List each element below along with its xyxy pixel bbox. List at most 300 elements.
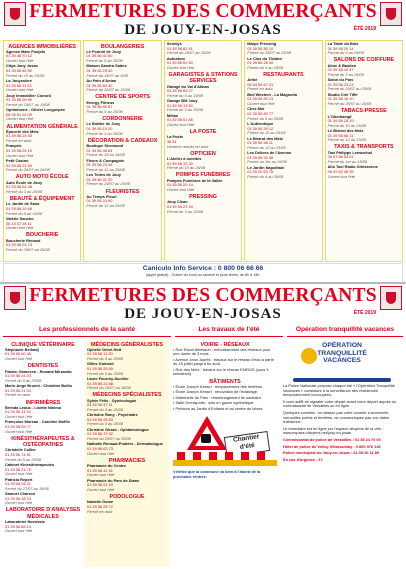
list-item [247,122,319,136]
entry-name: Le Clos du Théâtre [247,55,283,61]
entry-hours: Ouvert tout l'été [87,472,115,478]
health-column-2 [85,339,169,567]
entry-hours: Fermé du 5 au 25/08 [87,356,124,362]
entry-phone: 01 39 56 92 06 [247,154,274,160]
entry-phone: 01 39 56 47 11 [87,402,113,408]
entry-phone: 01 39 56 23 40 [86,68,113,74]
list-item [86,144,158,158]
entry-phone: 01 39 56 00 50 [166,60,193,66]
entry-name: Pompes Funèbres de la Vallée [166,177,223,183]
entry-hours: Fermé du 5 au 25/08 [87,370,124,376]
entry-phone: 01 39 56 24 90 [86,198,113,204]
entry-phone: 01 39 56 20 14 [327,45,354,51]
works-item: • Rue Raoul Albesson : enfouissement des réseaux pour une durée de 3 mois. [173,346,271,357]
entry-hours: Fermé du 29/07 au 26/08 [6,167,50,173]
entry-name: Pharmacie du Centre [87,463,126,469]
town-crest-icon [380,286,402,310]
entry-phone: 01 39 56 24 73 [6,242,32,248]
list-item [328,93,400,107]
entry-phone: 01 39 56 04 21 [5,481,31,487]
entry-hours: Horaires réduits en août [166,143,209,149]
entry-hours: Fermé du 29/07 au 25/08 [247,50,291,56]
entry-hours: Fermé du 1er au 26/08 [247,159,287,165]
entry-name: Le Bistrot des Metz [327,128,364,134]
list-item [87,464,167,478]
entry-name: Cabinet Kinésithérapeutes [5,461,55,467]
entry-hours: Ouvert tout l'été [166,186,195,192]
list-item [167,179,239,193]
entry-phone: 01 39 56 68 11 [327,132,354,138]
section-headers [3,325,403,337]
section-title: LA POSTE [189,129,217,136]
entry-phone: 01 39 56 50 13 [247,96,274,102]
entry-name: La Jouyssière [6,78,32,84]
poster-header [0,0,406,40]
entry-hours: Ouvert tout l'été [166,64,195,70]
section-title: OPTICIEN [190,150,216,157]
entry-phone: 01 39 56 28 24 [5,495,31,501]
list-item [167,200,239,214]
edition-label: ÉTÉ 2019 [353,26,376,32]
entry-phone: 01 39 56 51 29 [87,482,113,488]
entry-phone: 01 39 56 80 87 [86,104,113,110]
entry-hours: Fermé du 15/07 au 5/08 [86,72,128,78]
entry-phone: 01 39 56 60 45 [5,351,31,357]
otv-paragraph: La Police Nationale propose chaque été « l'Opération Tranquillité Vacances » consistant à la surveillance des résidences temporairement inoccupées. [283,383,395,398]
entry-hours: Ouvert tout l'été [5,500,33,506]
section-title: BEAUTÉ & ÉQUIPEMENT [9,196,75,203]
entry-name: Citya Jouy Josas [6,63,38,69]
entry-name: L'Oberkampf [327,113,352,119]
entry-phone: 01 39 56 84 30 [86,82,113,88]
entry-phone: 01 39 56 09 77 [5,423,31,429]
entry-hours: Fermé en août [247,86,273,92]
entry-hours: Ouvert tout l'été [6,87,34,93]
section-title: TABACS-PRESSE [340,108,387,115]
contact-versailles: Commissariat de police de Versailles : 01 39 24 70 00 [283,436,381,442]
section-title: ALIMENTATION GÉNÉRALE [6,123,78,130]
section-title: PODOLOGUE [109,494,145,501]
entry-hours: Fermé du 3 au 26/08 [86,130,123,136]
entry-name: Agence Marc Foujols [6,48,46,54]
otv-paragraphs [283,384,401,436]
section-title: INFIRMIÈRES [25,399,61,406]
entry-hours: Fermé du 5 au 26/08 [327,50,364,56]
emergency-number: En cas d'urgence : 17 [283,456,323,462]
entry-hours: Ouvert tout l'été [327,173,355,179]
entry-hours: Fermé du 5 au 25/08 [247,64,284,70]
entry-phone: 01 39 56 25 63 [87,416,113,422]
list-item [328,115,400,129]
entry-hours: Fermé du 5 au 19/08 [166,92,203,98]
entry-hours: Fermé du 5 au 24/08 [6,210,43,216]
entry-name: Marpe Pressing [247,41,277,46]
entry-phone: 01 39 56 21 50 [6,162,32,168]
list-item [247,78,319,92]
entry-hours: Fermé du 29/07 au 25/08 [6,246,50,252]
entry-phone: 36 31 [166,138,177,144]
otv-header: Opération tranquillité vacances [287,325,403,337]
town-crest-icon [4,2,26,26]
commerce-column-4 [244,40,322,262]
list-item [5,478,81,492]
entry-hours: Fermé du 3 au 25/08 [87,406,124,412]
entry-name: Les Délices de l'Avenue [247,150,292,156]
entry-phone: 01 39 56 16 10 [327,96,354,102]
works-item: • École Joseph Kessel : rénovation de l'éclairage. [173,389,258,395]
poster-commerces [0,0,406,282]
section-title: DÉCORATION & CADEAUX [87,137,158,144]
list-item [6,181,78,195]
entry-hours: Fermé du 4 au 26/08 [247,173,284,179]
entry-phone: 01 39 56 46 64 [86,147,113,153]
list-item [328,64,400,78]
list-item [167,135,239,149]
entry-phone: 01 39 46 70 12 [6,53,32,59]
entry-name: Sylvie Félix - Gynécologue [87,397,137,403]
sun-icon [301,348,317,364]
entry-name: Brenda Leduc - Lisette Nimmo [5,404,62,410]
entry-name: Bed Western - La Magnolia [247,91,297,97]
section-title: CENTRE DE SPORTS [95,94,151,101]
list-item [6,217,78,231]
entry-hours: Fermé du 12 au 23/08 [247,144,286,150]
entry-hours: Ouvert tout l'été [87,486,115,492]
list-item [86,64,158,78]
entry-hours: Fermé du 5 au 25/08 [5,377,42,383]
section-title: PHARMACIES [108,457,146,464]
entry-hours: Fermé du 26/07 au 26/08 [327,101,372,107]
canicule-title: Caniculo Info Service : 0 800 06 66 66 [142,265,264,272]
section-title: RESTAURANTS [263,71,304,78]
entry-phone: 01 39 56 10 30 [166,160,193,166]
list-item [5,492,81,506]
entry-hours: Fermé du 3 au 26/08 [6,188,43,194]
poster-subtitle: DE JOUY-EN-JOSAS [124,22,282,38]
section-title: PRESSING [189,194,217,201]
entry-phone: 01 39 56 11 22 [6,82,32,88]
section-title: CLINIQUE VÉTÉRINAIRE [11,341,75,348]
entry-hours: Fermé en août [87,508,113,514]
entry-hours: Fermé en août [6,138,32,144]
entry-name: Marie-Ange Brunet - Christine Bullin [5,383,73,389]
list-item [86,50,158,64]
entry-hours: Fermé du 29/07 au 25/08 [166,50,211,56]
entry-hours: Fermé du 26/07 au 26/08 [86,87,131,93]
list-item [247,151,319,165]
list-item [87,399,167,413]
entry-name: Chez Moi [247,106,265,112]
entry-hours: Fermé du 27/07 au 19/08 [5,485,49,491]
entry-phone: 01 39 56 82 77 [247,111,274,116]
entry-name: Maison Sandra Sabes [86,63,127,69]
list-item [86,79,158,93]
entry-hours: Ouvert tout l'été [166,121,195,127]
commerce-column-3 [164,40,242,262]
list-item [5,384,81,398]
entry-name: La Table du Bois [327,41,359,46]
entry-phone: 01 39 56 28 40 [247,60,274,66]
entry-name: Studio Ciré Tiffe [327,91,358,97]
entry-name: Les Toiles de Jouy [86,172,121,178]
section-title: AUTO MOTO ÉCOLE [15,174,69,181]
entry-name: Métao [166,112,179,118]
list-item [5,348,81,362]
entry-name: Salon du Parc [327,77,354,83]
entry-hours: Fermé du 10 au 25/08 [247,130,286,136]
list-item [86,195,158,209]
entry-name: Le Bistrot des Metz [247,135,283,141]
town-crest-icon [4,286,26,310]
section-title: POMPES FUNÈBRES [175,172,231,179]
entry-name: Christine Rony - Psychiatre [87,412,138,418]
entry-phone: 01 39 56 11 24 [5,409,31,415]
works-item: • Rue des Metz : travaux sur le réseau ENEDIS (sous 3 semaines). [173,366,269,377]
list-item [5,448,81,462]
section-title: MÉDECINS GÉNÉRALISTES [91,341,163,348]
entry-phone: 06 09 62 46 39 [327,168,354,174]
works-item: • Avenue Jean Jaurès : travaux sur le réseau d'eau à partir du 15 juillet jusqu'à fin août. [173,356,274,367]
section-title: DENTISTES [27,363,59,370]
entry-name: Jouy Immobilier Conseil [6,92,51,98]
entry-name: Arthé [247,77,258,83]
list-item [5,520,81,534]
entry-hours: Ouvert tout l'été [6,116,34,122]
entry-phone: 01 39 56 26 72 [87,503,113,509]
entry-name: Aline & Bastien [327,62,357,68]
list-item [247,166,319,180]
entry-phone: 01 39 56 25 65 [87,366,113,372]
list-item [87,500,167,514]
commerce-columns [3,40,403,262]
entry-hours: Fermé du 29/07 au 25/08 [327,86,372,92]
entry-hours: Ouvert tout l'été [6,152,34,158]
poster-sante [0,284,406,569]
entry-hours: Fermé du 3 au 25/08 [166,107,203,113]
entry-hours: Ouvert tout l'été [5,428,33,434]
list-item [6,159,78,173]
entry-name: Allo Taxi Radio Orbissenne [327,164,378,170]
works-item: • École Joseph Kessel : remplacement des fenêtres. [173,383,264,389]
entry-phone: 06 95 51 24 05 [6,111,32,117]
entry-name: Christine Girard - Ophtalmologue [87,426,149,432]
section-title: BOULANGERIES [100,43,145,50]
list-item [87,442,167,456]
section-title: FLEURISTES [105,188,140,195]
works-list [173,342,277,412]
entry-name: Garage du Val d'Albian [166,83,210,89]
entry-name: Auto École de Jouy [6,179,43,185]
entry-hours: Ouvert tout l'été [247,101,275,107]
section-title: TAXIS & TRANSPORTS [334,144,394,151]
entry-name: Petit Casino [6,158,29,164]
entry-phone: 01 39 56 68 11 [247,140,273,146]
entry-name: Isabelle Dome [87,499,114,505]
list-item [6,239,78,253]
entry-phone: 01 39 46 21 20 [86,176,113,182]
list-item [247,93,319,107]
list-item [6,50,78,64]
entry-name: Fabien Gamesen - Roxana Mirzanda [5,368,72,374]
roadworks-illustration [173,414,277,470]
works-footer: Vérifiez que la commune va bien à l'abord de la prochaine rentrée. [173,469,261,479]
contact-municipale: Police municipale de Jouy-en-Josas : 01 39 20 11 89 [283,450,380,456]
entry-name: Valérie Sancho [6,215,34,221]
entry-phone: 01 39 56 24 05 [6,133,32,139]
list-item [328,129,400,143]
entry-phone: 01 39 56 10 68 [6,205,32,211]
entry-phone: 01 39 56 42 51 [87,467,113,473]
list-item [328,42,400,56]
section-title: VOIRIE - RÉSEAUX [200,341,250,348]
entry-phone: 06 64 59 67 41 [247,81,274,87]
entry-hours: Ouvert tout l'été [6,225,34,231]
list-item [86,101,158,115]
entry-phone: 06 07 66 53 01 [327,154,354,160]
section-title: BOUCHERIE [26,232,59,239]
list-item [87,428,167,442]
entry-phone: 01 39 56 23 34 [166,203,193,209]
entry-hours: Fermé du 5 au 25/08 [86,58,123,64]
list-item [87,362,167,376]
list-item [86,159,158,173]
entry-hours: Ouvert tout l'été [5,356,33,362]
poster-title: FERMETURES DES COMMERÇANTS [29,1,377,22]
worker-icon [201,434,211,443]
entry-phone: 01 39 56 11 20 [87,351,113,357]
entry-phone: 01 39 56 63 73 [87,446,113,452]
entry-name: Fleurs & Compagnie [86,157,125,163]
list-item [6,144,78,158]
commerce-column-5 [325,40,403,262]
entry-name: Pharmacie du Parc de Diane [87,477,140,483]
entry-phone: 01 39 56 23 24 [327,81,354,87]
entry-hours: Fermé du 3 au 26/08 [327,71,364,77]
entry-name: Gilles Guinard [87,361,114,367]
entry-name: Le Jardin Napolitain [247,164,285,170]
list-item [87,413,167,427]
entry-hours: Fermé en août [5,392,31,398]
entry-hours: Ouvert tout l'été [5,528,33,534]
entry-phone: 01 39 56 09 99 [6,97,32,103]
health-column-1 [3,339,83,567]
entry-hours: Ouvert tout l'été [5,471,33,477]
entry-name: Patricia Repert [5,476,33,482]
works-header: Les travaux de l'été [175,325,283,337]
list-item [6,130,78,144]
list-item [87,479,167,493]
list-item [167,99,239,113]
entry-name: L'Atelier à lunettes [166,156,202,162]
entry-phone: 01 39 56 80 10 [247,45,274,51]
entry-phone: 01 39 56 60 41 [166,45,193,51]
list-item [5,406,81,420]
entry-hours: Fermé du 29/07 au 18/08 [87,385,131,391]
entry-name: Jouy Clean [166,199,188,205]
entry-name: Au Pain d'Antan [86,78,117,84]
entry-name: Françoise Moreau - Caroline Moffix [5,419,70,425]
entry-phone: 01 39 56 21 03 [5,387,31,393]
entry-hours: Fermé du 12 au 25/08 [86,166,125,172]
poster-header [0,284,406,324]
section-title: LABORATOIRE D'ANALYSES MÉDICALES [5,507,81,520]
entry-phone: 01 39 56 21 75 [5,466,31,472]
works-item: • Salle Omnisports : sols en gazon synthétique. [173,400,255,406]
entry-phone: 01 39 56 13 50 [166,102,193,108]
health-header: Les professionnels de la santé [3,325,171,337]
works-item: • Maternelle du Parc : réaménagement du sanitaire. [173,394,262,400]
entry-phone: 01 39 56 01 85 [166,117,193,123]
edition-label: ÉTÉ 2019 [353,310,376,316]
chantier-sign: Chantier d'été [224,431,270,457]
otv-banner: OPÉRATION TRANQUILLITÉ VACANCES [283,342,401,384]
list-item [247,42,319,56]
list-item [6,202,78,216]
entry-phone: 01 39 56 69 27 [166,88,193,94]
entry-name: Nathalie Renaud-Pradère - Dermatologue [87,441,163,447]
list-item [6,94,78,108]
entry-name: Boutique Sherwood [86,143,124,149]
section-title: GARAGISTES & STATIONS SERVICES [168,71,238,85]
entry-name: Stéphanie Belhadj [5,346,39,352]
barrier-icon [177,452,273,460]
list-item [86,122,158,136]
section-title: MÉDECINS SPÉCIALISTES [92,392,162,399]
list-item [87,377,167,391]
entry-hours: Fermé du 29/07 au 25/08 [86,181,131,187]
entry-name: Franprix [6,143,22,149]
entry-hours: Fermé du 10 au 26/08 [327,122,366,128]
entry-phone: 01 39 56 10 20 [86,125,113,131]
entry-phone: 01 39 56 74 81 [5,451,31,457]
entry-name: Garage BM Jouy [166,98,198,104]
entry-phone: 01 39 56 21 88 [87,380,113,386]
section-title: KINÉSITHÉRAPEUTES & OSTÉOPATHES [11,435,75,449]
entry-phone: 01 39 56 79 32 [87,431,113,437]
otv-column [281,339,403,567]
entry-phone: 01 39 56 25 19 [6,148,32,154]
list-item [247,137,319,151]
list-item [167,114,239,128]
entry-phone: 01 39 56 88 14 [5,523,31,529]
entry-phone: 01 39 56 45 50 [6,68,32,74]
contact-velizy: Hôtel de police de Vélizy-Villacoublay : 0 800 076 146 [283,443,381,449]
entry-name: L'Authentique [247,120,274,126]
entry-hours: Ouvert tout l'été [6,58,34,64]
list-item [328,78,400,92]
entry-hours: Fermé du 10 au 25/08 [6,72,45,78]
entry-phone: 01 39 56 28 19 [327,118,354,124]
entry-hours: Fermé du 3 au 26/08 [166,208,203,214]
entry-phone: 01 39 56 40 47 [327,67,354,73]
entry-name: Boucherie Renaud [6,237,41,243]
list-item [328,151,400,165]
entry-name: Laure Fourrey-Suchier [87,376,129,382]
entry-hours: Fermé du 12 au 23/08 [327,137,366,143]
entry-hours: Fermé du 15 au 19/08 [86,152,125,158]
entry-name: Energy Fitness [86,99,115,105]
entry-name: Samuel Charron [5,491,36,497]
poster-subtitle: DE JOUY-EN-JOSAS [124,306,282,322]
list-item [87,348,167,362]
otv-paragraph: Il vous suffit de signaler votre départ avant votre départ auprès du commissariat de Versailles ou en ligne. [283,398,397,409]
otv-paragraph: Le formulaire est en ligne sur l'espace citoyens de la ville : www.espace-citoyens.net/jouy-en-josas [283,425,384,436]
canicule-banner [3,263,403,283]
list-item [328,165,400,179]
entry-phone: 01 39 56 23 06 [86,162,113,168]
list-item [247,107,319,121]
entry-name: Au Temps Fleuri [86,193,117,199]
